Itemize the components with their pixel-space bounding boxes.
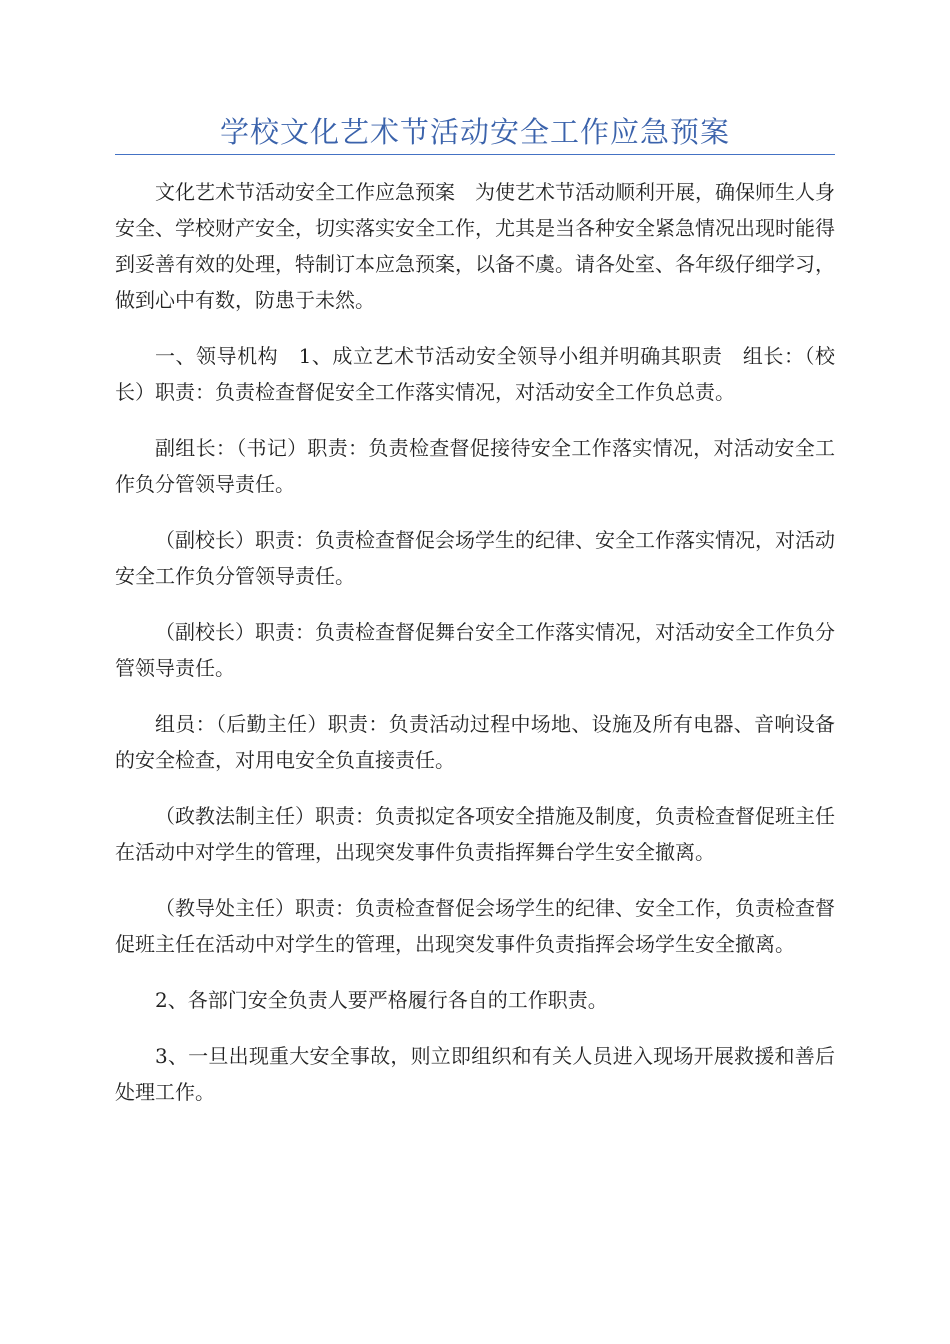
paragraph-vice-principal-1: （副校长）职责：负责检查督促会场学生的纪律、安全工作落实情况，对活动安全工作负分管领导责任。	[115, 528, 835, 588]
paragraph-academic-affairs: （教导处主任）职责：负责检查督促会场学生的纪律、安全工作，负责检查督促班主任在活动中对学生的管理，出现突发事件负责指挥会场学生安全撤离。	[115, 896, 835, 956]
paragraph-vice-principal-2: （副校长）职责：负责检查督促舞台安全工作落实情况，对活动安全工作负分管领导责任。	[115, 620, 835, 680]
document-body	[115, 174, 835, 1130]
title-underline	[115, 154, 835, 155]
paragraph-logistics: 组员：（后勤主任）职责：负责活动过程中场地、设施及所有电器、音响设备的安全检查，对用电安全负直接责任。	[115, 712, 835, 772]
paragraph-department-duties: 2、各部门安全负责人要严格履行各自的工作职责。	[155, 988, 608, 1012]
paragraph-intro: 文化艺术节活动安全工作应急预案 为使艺术节活动顺利开展，确保师生人身安全、学校财产安全，切实落实安全工作，尤其是当各种安全紧急情况出现时能得到妥善有效的处理，特制订本应急预案，以备不虞。请各处室、各年级仔细学习，做到心中有数，防患于未然。	[115, 180, 835, 312]
paragraph-emergency-response: 3、一旦出现重大安全事故，则立即组织和有关人员进入现场开展救援和善后处理工作。	[115, 1044, 835, 1104]
paragraph-leadership: 一、领导机构 1、成立艺术节活动安全领导小组并明确其职责 组长：（校长）职责：负责检查督促安全工作落实情况，对活动安全工作负总责。	[115, 344, 835, 404]
paragraph-deputy-leader: 副组长：（书记）职责：负责检查督促接待安全工作落实情况，对活动安全工作负分管领导责任。	[115, 436, 835, 496]
document-title: 学校文化艺术节活动安全工作应急预案	[219, 115, 730, 149]
paragraph-political-education: （政教法制主任）职责：负责拟定各项安全措施及制度，负责检查督促班主任在活动中对学生的管理，出现突发事件负责指挥舞台学生安全撤离。	[115, 804, 835, 864]
